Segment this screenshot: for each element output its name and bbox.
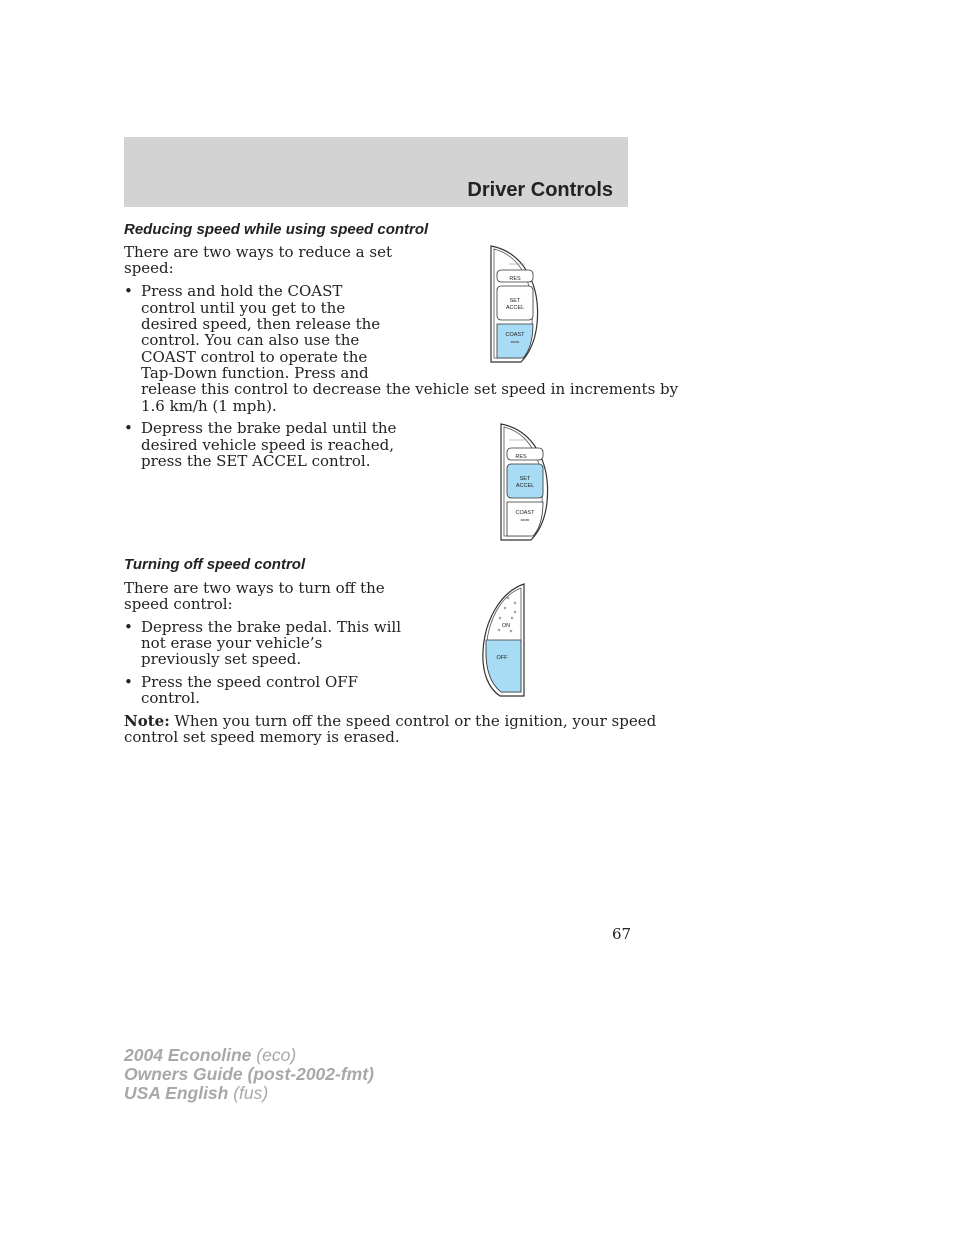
speed-control-set-accel-illustration (495, 422, 555, 542)
res-label: RES (515, 454, 527, 460)
note-label: Note: (124, 712, 170, 730)
speed-control-coast-illustration (485, 244, 545, 364)
coast-label: COAST (505, 332, 525, 338)
intro-line: speed control: (124, 595, 233, 613)
document-footer (124, 1046, 374, 1103)
note-text: When you turn off the speed control or the ignition, your speed (169, 712, 657, 730)
bullet-line: Press and hold the COAST (141, 282, 343, 300)
svg-text:◂◂ ▸▸: ◂◂ ▸▸ (510, 339, 520, 344)
res-label: RES (509, 276, 521, 282)
bullet-marker: • (124, 618, 133, 636)
bullet-line: COAST control to operate the (141, 348, 368, 366)
footer-line: USA English (fus) (124, 1083, 269, 1103)
intro-line: speed: (124, 259, 174, 277)
bullet-line: control until you get to the (141, 299, 346, 317)
note-paragraph-line2: control set speed memory is erased. (124, 728, 400, 746)
footer-line: 2004 Econoline (eco) (124, 1045, 297, 1065)
coast-label: COAST (515, 510, 535, 516)
bullet-line: control. (141, 689, 200, 707)
bullet-line: press the SET ACCEL control. (141, 452, 371, 470)
bullet-marker: • (124, 419, 133, 437)
bullet-line: Press the speed control OFF (141, 673, 359, 691)
section-title: Driver Controls (467, 179, 613, 201)
accel-label: ACCEL (505, 305, 525, 311)
bullet-marker: • (124, 282, 133, 300)
bullet-line: Depress the brake pedal. This will (141, 618, 402, 636)
section-heading-reducing-speed: Reducing speed while using speed control (124, 221, 429, 238)
bullet-line: Depress the brake pedal until the (141, 419, 397, 437)
bullet-line: control. You can also use the (141, 331, 360, 349)
bullet-line: 1.6 km/h (1 mph). (141, 397, 277, 415)
page-number: 67 (612, 925, 632, 943)
set-label: SET (519, 476, 531, 482)
bullet-line: release this control to decrease the vehicle set speed in increments by (141, 380, 679, 398)
footer-line: Owners Guide (post-2002-fmt) (124, 1064, 374, 1084)
accel-label: ACCEL (515, 483, 535, 489)
bullet-line: previously set speed. (141, 650, 302, 668)
bullet-marker: • (124, 673, 133, 691)
intro-line: There are two ways to turn off the (124, 579, 385, 597)
off-label: OFF (496, 655, 508, 661)
section-heading-turning-off: Turning off speed control (124, 556, 306, 573)
bullet-line: not erase your vehicle’s (141, 634, 323, 652)
bullet-line: desired vehicle speed is reached, (141, 436, 395, 454)
intro-line: There are two ways to reduce a set (124, 243, 393, 261)
speed-control-on-off-illustration (478, 582, 530, 700)
section-header-band (124, 137, 628, 207)
on-label: ON (501, 623, 511, 629)
svg-text:◂◂ ▸▸: ◂◂ ▸▸ (520, 517, 530, 522)
bullet-line: Tap-Down function. Press and (141, 364, 369, 382)
set-label: SET (509, 298, 521, 304)
bullet-line: desired speed, then release the (141, 315, 381, 333)
